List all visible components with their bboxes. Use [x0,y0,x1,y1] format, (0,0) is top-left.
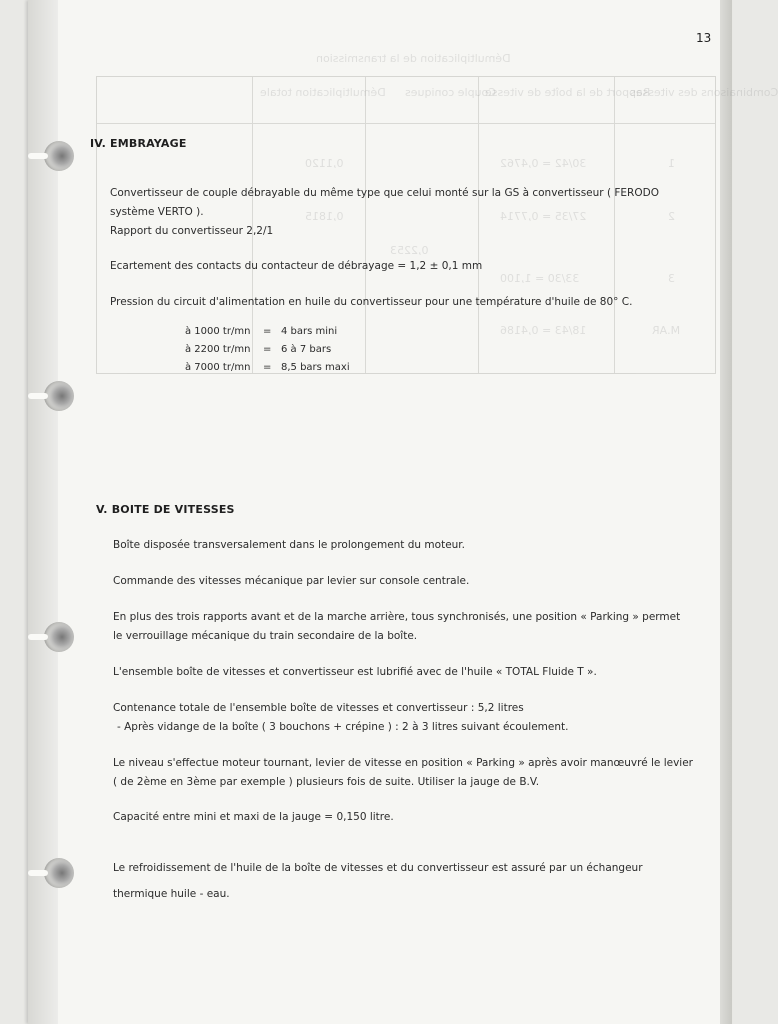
bleed-through-cell: M.AR [652,324,681,337]
pressure-row [185,358,350,376]
pressure-speed: à 2200 tr/mn [185,343,251,355]
pressure-table [185,322,350,376]
pressure-equals: = [263,343,272,355]
bleed-through-header: Couple coniques [405,86,496,99]
bleed-through-cell: 33/30 = 1,100 [500,272,580,285]
bleed-through-cell: 3 [668,272,675,285]
bleed-through-cell: 18/43 = 0,4186 [500,324,587,337]
bleed-through-cell: 2 [668,210,675,223]
paragraph-line: L'ensemble boîte de vitesses et convertisseur est lubrifié avec de l'huile « TOTAL Fluide T ». [113,666,597,678]
bleed-through-cell: 0,1815 [305,210,344,223]
paragraph-line: Boîte disposée transversalement dans le prolongement du moteur. [113,539,465,551]
paragraph-line: Commande des vitesses mécanique par levier sur console centrale. [113,575,470,587]
paragraph-line: Ecartement des contacts du contacteur de débrayage = 1,2 ± 0,1 mm [110,260,483,272]
pressure-speed: à 7000 tr/mn [185,361,251,373]
pressure-row [185,322,350,340]
section-heading-boite-de-vitesses: V. BOITE DE VITESSES [96,503,235,516]
paragraph-line: En plus des trois rapports avant et de la marche arrière, tous synchronisés, une position « Parking » permet [113,611,681,623]
paragraph-line: Convertisseur de couple débrayable du même type que celui monté sur la GS à convertisseur ( FERODO [110,187,659,199]
paragraph-line: ( de 2ème en 3ème par exemple ) plusieurs fois de suite. Utiliser la jauge de B.V. [113,776,540,788]
paragraph-line: Contenance totale de l'ensemble boîte de vitesses et convertisseur : 5,2 litres [113,702,524,714]
pressure-speed: à 1000 tr/mn [185,325,251,337]
pressure-value: 8,5 bars maxi [281,361,350,373]
binder-hole [44,381,74,411]
bleed-through-header: Démultiplication totale [260,86,386,99]
paragraph-line: thermique huile - eau. [113,888,230,900]
paragraph-line: le verrouillage mécanique du train secondaire de la boîte. [113,630,418,642]
bleed-through-cell: 0,2253 [390,244,429,257]
paragraph-line: Rapport du convertisseur 2,2/1 [110,225,274,237]
pressure-value: 6 à 7 bars [281,343,332,355]
binder-hole [44,858,74,888]
paragraph-line: Le niveau s'effectue moteur tournant, levier de vitesse en position « Parking » après avoir manœuvré le levier [113,757,694,769]
bleed-through-title: Démultiplication de la transmission [316,52,511,65]
pressure-equals: = [263,325,272,337]
page-number: 13 [696,31,712,45]
section-heading-embrayage: IV. EMBRAYAGE [90,137,187,150]
paragraph-line: Le refroidissement de l'huile de la boîte de vitesses et du convertisseur est assuré par un échangeur [113,862,643,874]
binder-hole [44,622,74,652]
paragraph-line: - Après vidange de la boîte ( 3 bouchons + crépine ) : 2 à 3 litres suivant écoulement. [117,721,569,733]
pressure-row [185,340,350,358]
paragraph-line: Pression du circuit d'alimentation en huile du convertisseur pour une température d'huile de 80° C. [110,296,633,308]
binder-hole [44,141,74,171]
bleed-through-cell: 27/35 = 0,7714 [500,210,587,223]
pressure-value: 4 bars mini [281,325,338,337]
bleed-through-cell: 0,1120 [305,157,344,170]
pressure-equals: = [263,361,272,373]
bleed-through-cell: 30/42 = 0,4762 [500,157,587,170]
paragraph-line: Capacité entre mini et maxi de la jauge = 0,150 litre. [113,811,394,823]
paragraph-line: système VERTO ). [110,206,204,218]
page-edge [720,0,732,1024]
bleed-through-header: Rapport de la boîte de vitesse [485,86,651,99]
bleed-through-header: Combinaisons des vitesses [630,86,778,99]
bleed-through-cell: 1 [668,157,675,170]
